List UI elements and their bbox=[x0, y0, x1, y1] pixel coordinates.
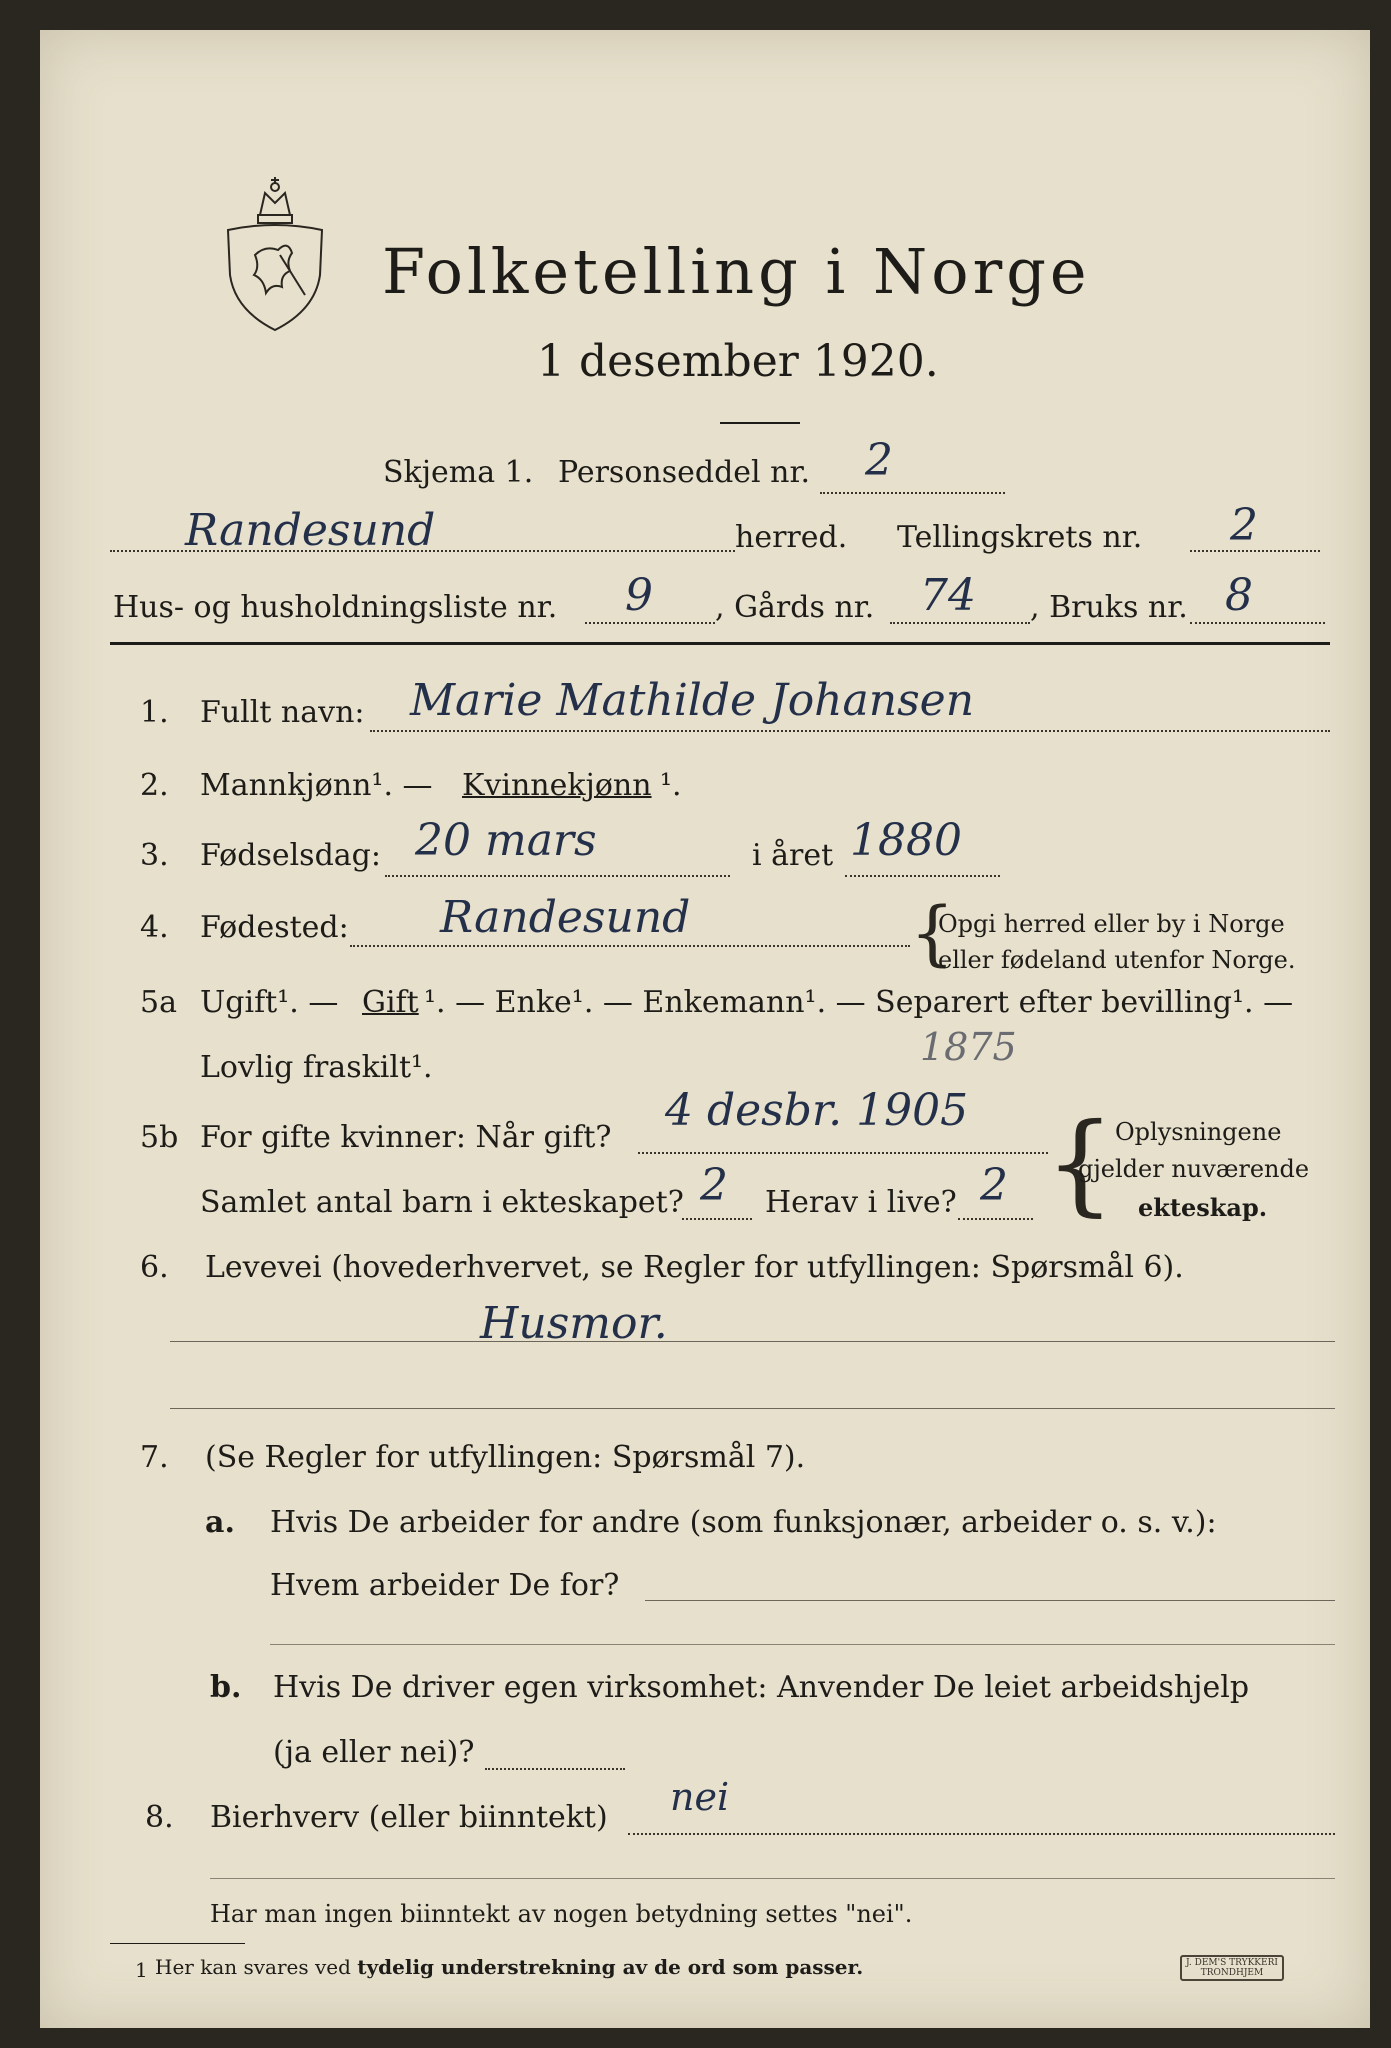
q3-label: Fødselsdag: bbox=[200, 838, 381, 873]
q7a-letter: a. bbox=[205, 1505, 235, 1540]
q5b-note-line3: ekteskap. bbox=[1138, 1193, 1268, 1222]
q6-number: 6. bbox=[140, 1250, 169, 1285]
census-date: 1 desember 1920. bbox=[537, 336, 939, 387]
q7-label: (Se Regler for utfyllingen: Spørsmål 7). bbox=[205, 1440, 806, 1475]
q4-label: Fødested: bbox=[200, 910, 349, 945]
footnote-text-a: Her kan svares ved bbox=[155, 1955, 351, 1979]
q7b-label-line2: (ja eller nei)? bbox=[273, 1735, 475, 1770]
q2-female-option[interactable]: Kvinnekjønn bbox=[462, 768, 652, 803]
q6-field-line-2 bbox=[170, 1408, 1335, 1409]
occupation-value[interactable]: Husmor. bbox=[480, 1298, 668, 1349]
bruks-field-line bbox=[1190, 622, 1325, 624]
coat-of-arms-icon bbox=[220, 175, 330, 335]
q4-note-line2: eller fødeland utenfor Norge. bbox=[938, 946, 1296, 974]
q8-field-line-2 bbox=[210, 1878, 1335, 1879]
q7a-label-line2: Hvem arbeider De for? bbox=[270, 1568, 620, 1603]
q4-brace: { bbox=[910, 892, 955, 974]
q7-number: 7. bbox=[140, 1440, 169, 1475]
birth-date-value[interactable]: 20 mars bbox=[415, 815, 597, 866]
q7b-letter: b. bbox=[210, 1670, 242, 1705]
side-income-value[interactable]: nei bbox=[670, 1775, 730, 1819]
stamp-line1: J. DEM'S TRYKKERI bbox=[1186, 1958, 1278, 1968]
q2-number: 2. bbox=[140, 768, 169, 803]
q7a-label: Hvis De arbeider for andre (som funksjonær, arbeider o. s. v.): bbox=[270, 1505, 1217, 1540]
husliste-field-line bbox=[585, 622, 715, 624]
tellingskrets-label: Tellingskrets nr. bbox=[897, 520, 1143, 555]
q5b-number: 5b bbox=[140, 1120, 179, 1155]
q5b-children-field-line bbox=[682, 1218, 752, 1220]
q5a-ugift-option: Ugift¹. — bbox=[200, 985, 339, 1020]
gards-label: , Gårds nr. bbox=[715, 590, 875, 625]
full-name-value[interactable]: Marie Mathilde Johansen bbox=[410, 675, 975, 726]
tellingskrets-value[interactable]: 2 bbox=[1230, 500, 1258, 551]
q5b-alive-label: Herav i live? bbox=[765, 1185, 957, 1220]
q5a-gift-option[interactable]: Gift bbox=[362, 985, 419, 1020]
form-title: Folketelling i Norge bbox=[382, 235, 1091, 308]
q4-field-line bbox=[350, 945, 910, 947]
bruks-label: , Bruks nr. bbox=[1030, 590, 1188, 625]
q5b-brace: { bbox=[1045, 1099, 1115, 1227]
footnote-text bbox=[155, 1955, 863, 1979]
footnote-divider bbox=[110, 1943, 245, 1944]
q6-label: Levevei (hovederhvervet, se Regler for utfyllingen: Spørsmål 6). bbox=[205, 1250, 1184, 1285]
footnote-mark: 1 bbox=[135, 1958, 148, 1982]
q8-note: Har man ingen biinntekt av nogen betydning settes "nei". bbox=[210, 1900, 913, 1928]
q4-note-line1: Opgi herred eller by i Norge bbox=[938, 910, 1285, 938]
q5b-note-line1: Oplysningene bbox=[1115, 1118, 1282, 1146]
q1-field-line bbox=[370, 730, 1330, 732]
q5a-pencil-note: 1875 bbox=[920, 1025, 1017, 1069]
q5a-number: 5a bbox=[140, 985, 177, 1020]
q7a-field-line bbox=[645, 1600, 1335, 1601]
herred-label: herred. bbox=[735, 520, 848, 555]
personseddel-field-line bbox=[820, 492, 1005, 494]
q5b-field-line bbox=[638, 1152, 1048, 1154]
printer-stamp bbox=[1180, 1955, 1284, 1981]
q2-male-option: Mannkjønn¹. — bbox=[200, 768, 433, 803]
skjema-label: Skjema 1. bbox=[383, 455, 534, 490]
q5b-note-line2: gjelder nuværende bbox=[1078, 1155, 1310, 1183]
q6-field-line bbox=[170, 1341, 1335, 1342]
q5a-other-options: ¹. — Enke¹. — Enkemann¹. — Separert efter bevilling¹. — bbox=[424, 985, 1294, 1020]
q7a-field-line-2 bbox=[270, 1644, 1335, 1645]
q5a-lovlig-option: Lovlig fraskilt¹. bbox=[200, 1050, 433, 1085]
children-alive-value[interactable]: 2 bbox=[980, 1160, 1008, 1211]
q3-field-line bbox=[385, 875, 730, 877]
personseddel-value[interactable]: 2 bbox=[865, 435, 893, 486]
q7b-field-line bbox=[485, 1768, 625, 1770]
q8-label: Bierhverv (eller biinntekt) bbox=[210, 1800, 608, 1835]
q7b-label: Hvis De driver egen virksomhet: Anvender De leiet arbeidshjelp bbox=[273, 1670, 1250, 1705]
q8-field-line bbox=[628, 1833, 1335, 1835]
q3-number: 3. bbox=[140, 838, 169, 873]
header-divider bbox=[110, 642, 1330, 645]
birth-year-value[interactable]: 1880 bbox=[850, 815, 962, 866]
q4-number: 4. bbox=[140, 910, 169, 945]
herred-value[interactable]: Randesund bbox=[185, 505, 436, 556]
birthplace-value[interactable]: Randesund bbox=[440, 892, 691, 943]
personseddel-label: Personseddel nr. bbox=[558, 455, 811, 490]
husliste-value[interactable]: 9 bbox=[625, 570, 653, 621]
q1-label: Fullt navn: bbox=[200, 695, 365, 730]
gards-field-line bbox=[890, 622, 1030, 624]
census-form-page bbox=[40, 30, 1370, 2028]
gards-value[interactable]: 74 bbox=[920, 570, 976, 621]
q5b-label: For gifte kvinner: Når gift? bbox=[200, 1120, 612, 1155]
q1-number: 1. bbox=[140, 695, 169, 730]
q5b-children-label: Samlet antal barn i ekteskapet? bbox=[200, 1185, 684, 1220]
q3-year-field-line bbox=[845, 875, 1000, 877]
bruks-value[interactable]: 8 bbox=[1225, 570, 1253, 621]
marriage-date-value[interactable]: 4 desbr. 1905 bbox=[665, 1085, 969, 1136]
q5b-alive-field-line bbox=[958, 1218, 1033, 1220]
q2-female-sup: ¹. bbox=[660, 768, 682, 803]
q8-number: 8. bbox=[145, 1800, 174, 1835]
footnote-text-b: tydelig understrekning av de ord som passer. bbox=[357, 1955, 864, 1979]
title-divider bbox=[720, 422, 800, 424]
husliste-label: Hus- og husholdningsliste nr. bbox=[113, 590, 558, 625]
q3-year-label: i året bbox=[752, 838, 834, 873]
children-count-value[interactable]: 2 bbox=[700, 1160, 728, 1211]
stamp-line2: TRONDHJEM bbox=[1200, 1968, 1264, 1978]
